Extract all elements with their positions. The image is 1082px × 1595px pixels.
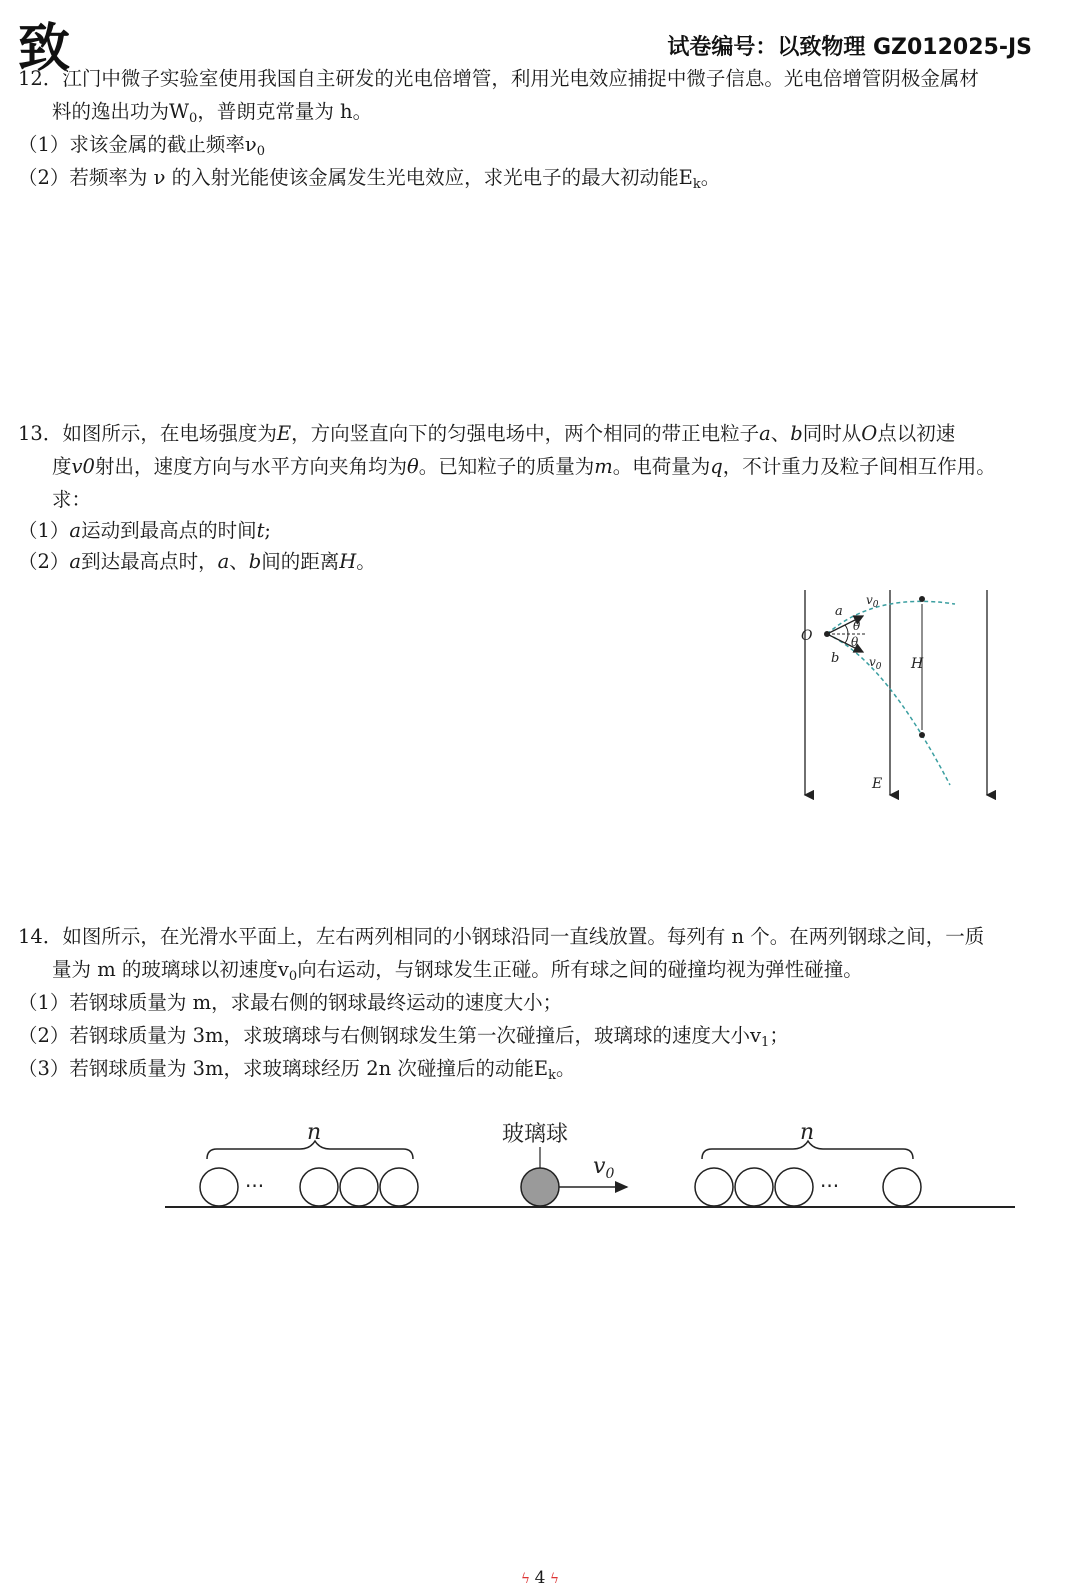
label-theta-2: θ — [851, 635, 859, 649]
label-v0: $v_0$ — [593, 1154, 615, 1182]
angle-arc-2 — [845, 634, 848, 643]
trajectory-a — [827, 601, 955, 634]
angle-arc-1 — [845, 625, 848, 634]
steel-ball — [200, 1168, 238, 1206]
page-mark-right: ϟ — [545, 1571, 560, 1587]
label-b: b — [831, 651, 840, 666]
q14-part2: （2）若钢球质量为 3m，求玻璃球与右侧钢球发生第一次碰撞后，玻璃球的速度大小$v_1$； — [18, 1024, 789, 1050]
logo: 致 — [18, 18, 69, 79]
q13-part1: （1）a运动到最高点的时间t; — [18, 519, 271, 542]
paper-code: 试卷编号：以致物理 GZ012025-JS — [667, 35, 1032, 60]
particle-a-top — [919, 596, 925, 602]
page-number: ϟ 4 ϟ — [520, 1568, 560, 1588]
label-v0-bottom: $v_0$ — [869, 655, 882, 672]
dots-right: ··· — [820, 1174, 840, 1198]
q12-part2: （2）若频率为 ν 的入射光能使该金属发生光电效应，求光电子的最大初动能$E_k$。 — [18, 166, 721, 192]
q14-stem-line2: 量为 m 的玻璃球以初速度$v_0$向右运动，与钢球发生正碰。所有球之间的碰撞均视为弹性碰撞。 — [52, 958, 863, 984]
q12-stem-line1: 12．江门中微子实验室使用我国自主研发的光电倍增管，利用光电效应捕捉中微子信息。光电倍增管阴极金属材 — [18, 67, 979, 90]
q13-field-figure — [801, 590, 1005, 805]
label-O: O — [801, 628, 813, 644]
steel-ball — [775, 1168, 813, 1206]
q13-stem-line1: 13．如图所示，在电场强度为E，方向竖直向下的匀强电场中，两个相同的带正电粒子a、b同时从O点以初速 — [18, 422, 956, 445]
q13-part2: （2）a到达最高点时，a、b间的距离H。 — [18, 550, 376, 573]
q12-part1: （1）求该金属的截止频率$\nu_0$ — [18, 133, 266, 159]
label-v0-top: $v_0$ — [866, 593, 879, 610]
q14-part3: （3）若钢球质量为 3m，求玻璃球经历 2n 次碰撞后的动能$E_k$。 — [18, 1057, 576, 1083]
point-O — [824, 631, 830, 637]
label-n-right: n — [800, 1120, 815, 1145]
particle-b-low — [919, 732, 925, 738]
label-n-left: n — [307, 1120, 322, 1145]
steel-ball — [695, 1168, 733, 1206]
label-theta-1: θ — [853, 619, 861, 633]
q12-stem-line2: 料的逸出功为$W_0$，普朗克常量为 h。 — [52, 100, 373, 126]
dots-left: ··· — [245, 1174, 265, 1198]
q14-stem-line1: 14．如图所示，在光滑水平面上，左右两列相同的小钢球沿同一直线放置。每列有 n 个。在两列钢球之间，一质 — [18, 925, 985, 948]
trajectory-b — [827, 634, 950, 785]
steel-ball — [735, 1168, 773, 1206]
label-glass-ball: 玻璃球 — [502, 1122, 569, 1147]
steel-ball — [300, 1168, 338, 1206]
steel-ball — [340, 1168, 378, 1206]
q14-balls-figure — [165, 1115, 1015, 1230]
steel-ball — [380, 1168, 418, 1206]
label-E: E — [872, 776, 883, 792]
q14-part1: （1）若钢球质量为 m，求最右侧的钢球最终运动的速度大小； — [18, 991, 563, 1014]
q13-ask: 求： — [52, 488, 92, 511]
glass-ball — [521, 1168, 559, 1206]
label-a: a — [835, 604, 843, 619]
label-H: H — [911, 656, 924, 672]
steel-ball — [883, 1168, 921, 1206]
q13-stem-line2: 度v0射出，速度方向与水平方向夹角均为θ。已知粒子的质量为m。电荷量为q，不计重力及粒子间相互作用。 — [52, 455, 996, 478]
page-mark-left: ϟ — [520, 1571, 535, 1587]
